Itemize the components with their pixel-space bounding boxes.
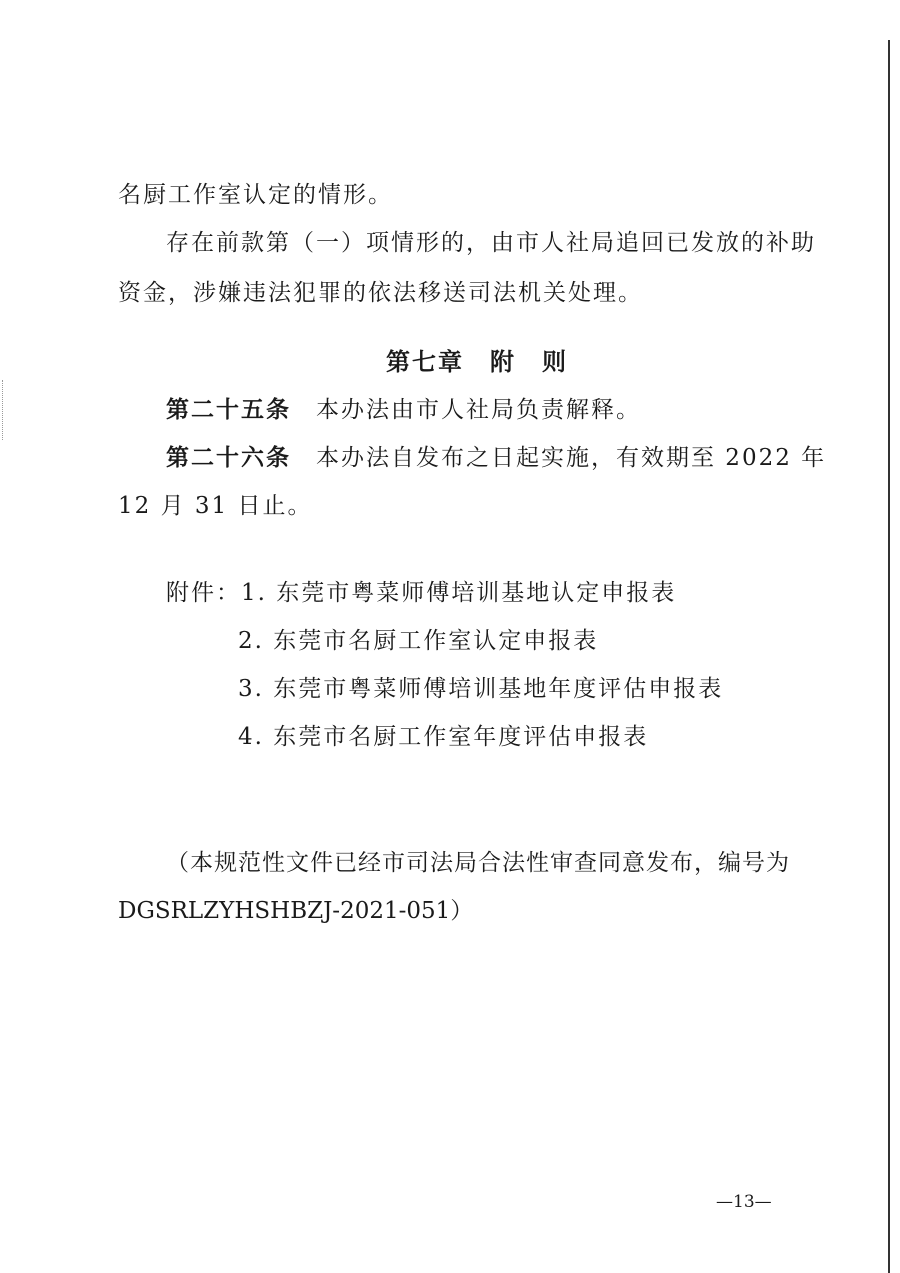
attachment-item: 1. 东莞市粤菜师傅培训基地认定申报表 — [241, 580, 677, 606]
note-line2: DGSRLZYHSHBZJ-2021-051） — [118, 898, 474, 924]
article-26-head: 第二十六条 — [166, 444, 291, 471]
article-26-text-line1: 本办法自发布之日起实施，有效期至 2022 年 — [316, 445, 827, 471]
attachment-item: 2. 东莞市名厨工作室认定申报表 — [238, 628, 599, 654]
paragraph-continuation: 名厨工作室认定的情形。 — [118, 182, 393, 208]
note-line1: （本规范性文件已经市司法局合法性审查同意发布，编号为 — [166, 850, 790, 876]
attachments-first-row — [166, 578, 676, 608]
paragraph-recovery-line2: 资金，涉嫌违法犯罪的依法移送司法机关处理。 — [118, 280, 643, 306]
scan-edge-marks — [2, 380, 7, 440]
page-number: —13— — [716, 1192, 772, 1212]
attachment-item: 3. 东莞市粤菜师傅培训基地年度评估申报表 — [238, 676, 724, 702]
article-25 — [166, 395, 641, 425]
article-25-head: 第二十五条 — [166, 396, 291, 423]
article-25-text: 本办法由市人社局负责解释。 — [316, 397, 641, 423]
chapter-title: 附 则 — [490, 347, 568, 376]
attachments-label: 附件： — [166, 580, 241, 606]
paragraph-recovery-line1: 存在前款第（一）项情形的，由市人社局追回已发放的补助 — [166, 230, 816, 256]
chapter-heading — [386, 347, 568, 377]
article-26-text-line2: 12 月 31 日止。 — [118, 493, 313, 519]
article-26 — [166, 443, 826, 473]
binding-edge-line — [888, 40, 890, 1273]
chapter-number: 第七章 — [386, 347, 464, 376]
attachment-item: 4. 东莞市名厨工作室年度评估申报表 — [238, 724, 649, 750]
